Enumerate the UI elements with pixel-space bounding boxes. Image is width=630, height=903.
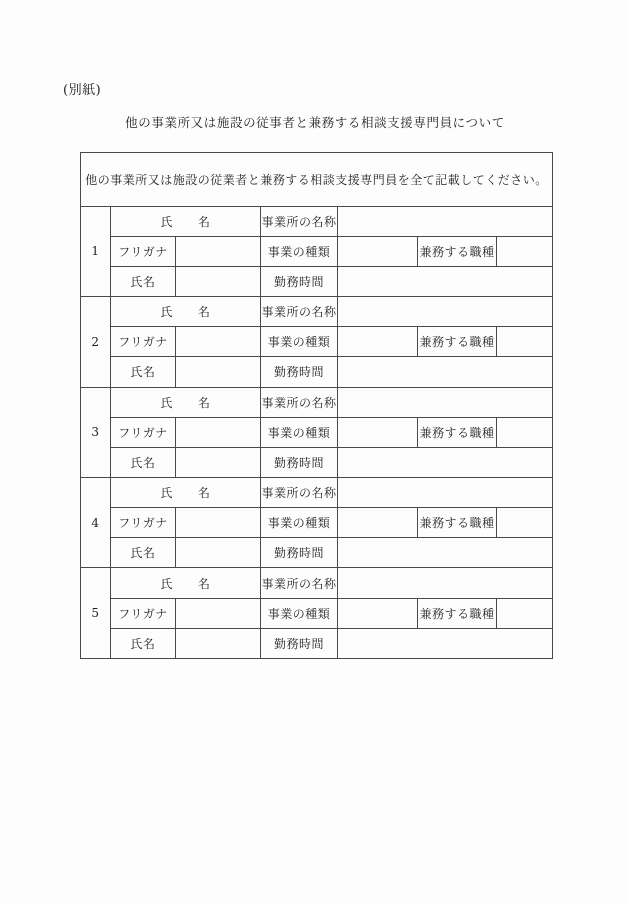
- entry-row-furigana-type-role: [81, 508, 553, 538]
- page-title: 他の事業所又は施設の従事者と兼務する相談支援専門員について: [125, 115, 505, 130]
- business-type-field: [338, 417, 418, 447]
- concurrent-staff-table: [80, 152, 553, 659]
- furigana-field: [176, 508, 261, 538]
- business-type-label: 事業の種類: [261, 327, 338, 357]
- business-type-field: [338, 598, 418, 628]
- working-hours-field: [338, 357, 553, 387]
- concurrent-role-field: [497, 417, 553, 447]
- working-hours-field: [338, 447, 553, 477]
- concurrent-role-label: 兼務する職種: [418, 236, 497, 266]
- office-name-field: [338, 297, 553, 327]
- working-hours-label: 勤務時間: [261, 266, 338, 296]
- furigana-label: フリガナ: [111, 417, 176, 447]
- business-type-field: [338, 236, 418, 266]
- name-header-label: 氏 名: [111, 478, 261, 508]
- office-name-label: 事業所の名称: [261, 478, 338, 508]
- working-hours-label: 勤務時間: [261, 628, 338, 658]
- entry-number: 4: [81, 478, 111, 568]
- office-name-label: 事業所の名称: [261, 206, 338, 236]
- working-hours-field: [338, 266, 553, 296]
- entry-number: 2: [81, 297, 111, 387]
- entry-row-name-hours: [81, 628, 553, 658]
- name-label: 氏名: [111, 538, 176, 568]
- entry-row-name-hours: [81, 266, 553, 296]
- furigana-field: [176, 417, 261, 447]
- name-header-label: 氏 名: [111, 297, 261, 327]
- name-label: 氏名: [111, 266, 176, 296]
- working-hours-label: 勤務時間: [261, 357, 338, 387]
- office-name-field: [338, 568, 553, 598]
- entry-row-furigana-type-role: [81, 236, 553, 266]
- entry-row-name-office: [81, 297, 553, 327]
- furigana-field: [176, 327, 261, 357]
- concurrent-role-field: [497, 508, 553, 538]
- entry-row-name-office: [81, 568, 553, 598]
- entry-row-furigana-type-role: [81, 598, 553, 628]
- attachment-note: (別紙): [63, 83, 102, 98]
- concurrent-role-label: 兼務する職種: [418, 508, 497, 538]
- instruction-row: [81, 153, 553, 207]
- entry-row-name-hours: [81, 538, 553, 568]
- concurrent-role-label: 兼務する職種: [418, 417, 497, 447]
- entry-number: 3: [81, 387, 111, 477]
- working-hours-label: 勤務時間: [261, 447, 338, 477]
- working-hours-field: [338, 628, 553, 658]
- furigana-field: [176, 598, 261, 628]
- entry-row-name-office: [81, 206, 553, 236]
- entry-number: 5: [81, 568, 111, 659]
- business-type-label: 事業の種類: [261, 236, 338, 266]
- entry-row-name-hours: [81, 357, 553, 387]
- concurrent-role-label: 兼務する職種: [418, 598, 497, 628]
- entry-row-name-office: [81, 478, 553, 508]
- office-name-label: 事業所の名称: [261, 568, 338, 598]
- office-name-label: 事業所の名称: [261, 297, 338, 327]
- business-type-field: [338, 327, 418, 357]
- name-label: 氏名: [111, 628, 176, 658]
- entry-number: 1: [81, 206, 111, 296]
- office-name-label: 事業所の名称: [261, 387, 338, 417]
- name-field: [176, 628, 261, 658]
- furigana-field: [176, 236, 261, 266]
- name-header-label: 氏 名: [111, 206, 261, 236]
- business-type-label: 事業の種類: [261, 508, 338, 538]
- working-hours-label: 勤務時間: [261, 538, 338, 568]
- working-hours-field: [338, 538, 553, 568]
- name-label: 氏名: [111, 447, 176, 477]
- name-field: [176, 447, 261, 477]
- furigana-label: フリガナ: [111, 327, 176, 357]
- name-field: [176, 266, 261, 296]
- name-header-label: 氏 名: [111, 568, 261, 598]
- furigana-label: フリガナ: [111, 598, 176, 628]
- name-field: [176, 538, 261, 568]
- table-instruction: 他の事業所又は施設の従業者と兼務する相談支援専門員を全て記載してください。: [81, 153, 553, 207]
- concurrent-role-label: 兼務する職種: [418, 327, 497, 357]
- business-type-label: 事業の種類: [261, 598, 338, 628]
- business-type-field: [338, 508, 418, 538]
- name-header-label: 氏 名: [111, 387, 261, 417]
- concurrent-role-field: [497, 236, 553, 266]
- business-type-label: 事業の種類: [261, 417, 338, 447]
- office-name-field: [338, 206, 553, 236]
- entries-body: [81, 206, 553, 658]
- entry-row-furigana-type-role: [81, 417, 553, 447]
- furigana-label: フリガナ: [111, 508, 176, 538]
- name-label: 氏名: [111, 357, 176, 387]
- concurrent-role-field: [497, 327, 553, 357]
- office-name-field: [338, 478, 553, 508]
- entry-row-name-office: [81, 387, 553, 417]
- entry-row-furigana-type-role: [81, 327, 553, 357]
- furigana-label: フリガナ: [111, 236, 176, 266]
- concurrent-role-field: [497, 598, 553, 628]
- entry-row-name-hours: [81, 447, 553, 477]
- office-name-field: [338, 387, 553, 417]
- name-field: [176, 357, 261, 387]
